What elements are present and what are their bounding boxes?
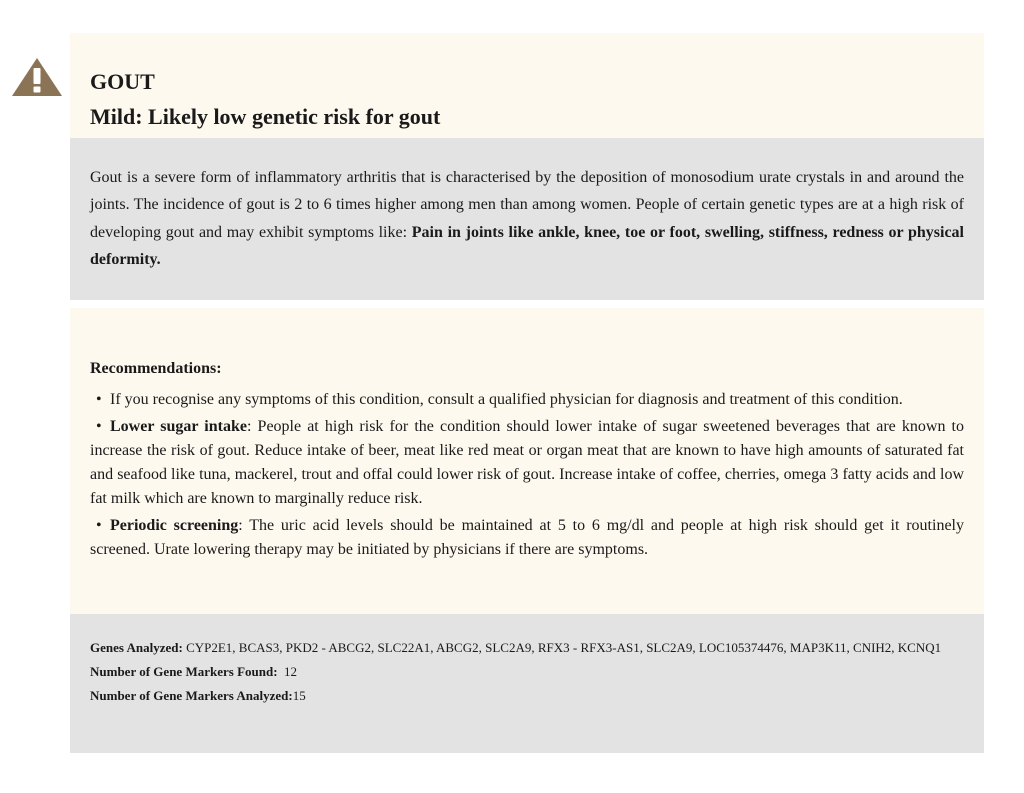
genes-analyzed-label: Genes Analyzed: [90, 640, 183, 655]
markers-analyzed [90, 684, 964, 708]
recommendations-heading: Recommendations: [90, 360, 222, 377]
recommendations-list [90, 388, 964, 562]
markers-found-value: 12 [277, 664, 298, 679]
recommendation-text: : People at high risk for the condition should lower intake of sugar sweetened beverages that are known to increase the risk of gout. Reduce intake of beer, meat like red meat or organ meat that are known to have high amounts of saturated fat and seafood like tuna, mackerel, trout and offal could lower risk of gout. Increase intake of coffee, cherries, omega 3 fatty acids and low fat milk which are known to marginally reduce risk. [90, 418, 965, 507]
description-text: Gout is a severe form of inflammatory arthritis that is characterised by the deposition of monosodium urate crystals in and around the joints. The incidence of gout is 2 to 6 times higher among men than among women. People of certain genetic types are at a high risk of developing gout and may exhibit symptoms like: [90, 169, 964, 241]
markers-analyzed-value: 15 [292, 688, 306, 703]
recommendations-section [70, 308, 984, 614]
markers-found [90, 660, 964, 684]
recommendation-item [90, 415, 964, 511]
recommendation-label: Lower sugar intake [110, 418, 247, 435]
gene-analysis-footer [70, 614, 984, 753]
symptoms-text: Pain in joints like ankle, knee, toe or foot, swelling, stiffness, redness or physical deformity. [90, 223, 965, 268]
recommendation-text: : The uric acid levels should be maintained at 5 to 6 mg/dl and people at high risk should get it routinely screened. Urate lowering therapy may be initiated by physicians if there are symptoms. [90, 517, 964, 558]
recommendation-label: Periodic screening [110, 517, 239, 534]
recommendation-item [90, 514, 964, 562]
recommendation-text: If you recognise any symptoms of this condition, consult a qualified physician for diagnosis and treatment of this condition. [110, 391, 903, 408]
warning-triangle-icon [11, 57, 63, 97]
condition-header [70, 33, 984, 138]
recommendation-item [90, 388, 964, 412]
condition-title: GOUT [90, 69, 155, 94]
markers-found-label: Number of Gene Markers Found: [90, 664, 278, 679]
markers-analyzed-label: Number of Gene Markers Analyzed: [90, 688, 293, 703]
condition-description [70, 138, 984, 300]
genes-analyzed [90, 636, 964, 660]
risk-level-subtitle: Mild: Likely low genetic risk for gout [90, 104, 441, 129]
genes-analyzed-value: CYP2E1, BCAS3, PKD2 - ABCG2, SLC22A1, ABCG2, SLC2A9, RFX3 - RFX3-AS1, SLC2A9, LOC105374476, MAP3K11, CNIH2, KCNQ1 [182, 640, 942, 655]
